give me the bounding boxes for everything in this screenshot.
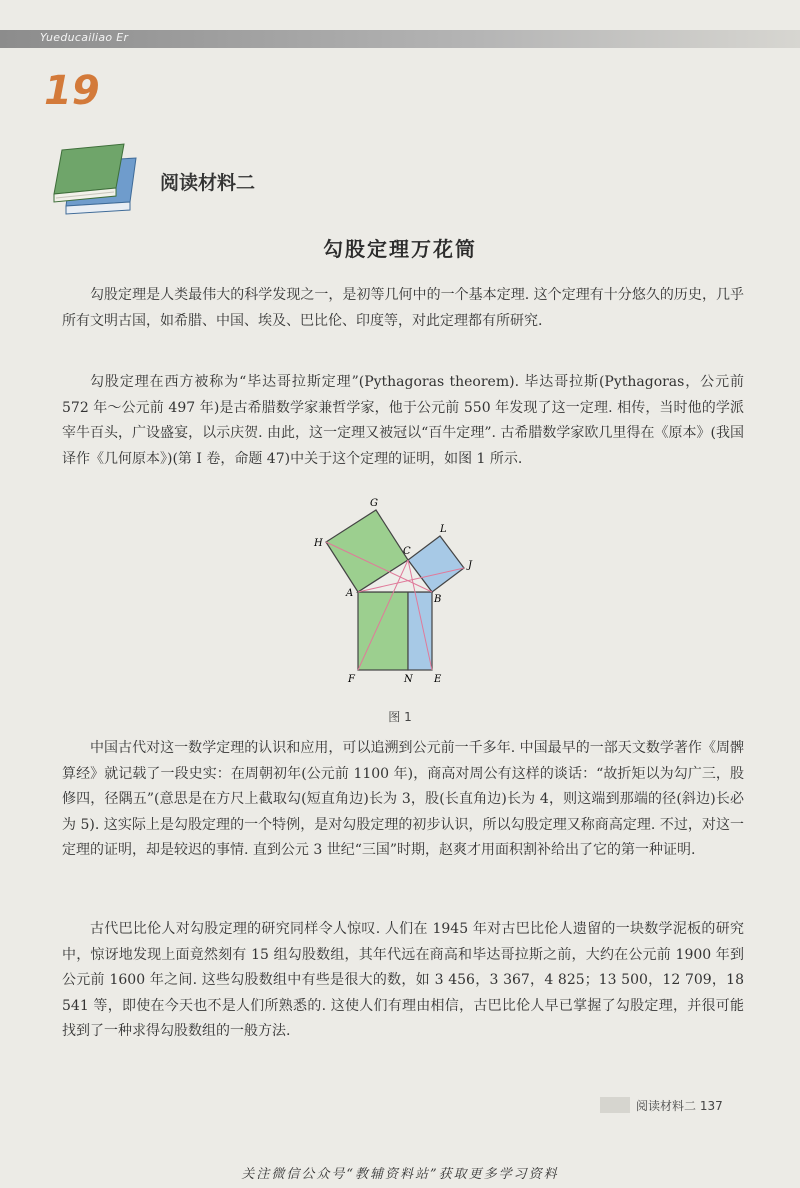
watermark-text: 关注微信公众号“教辅资料站”获取更多学习资料 <box>241 1167 559 1182</box>
chapter-number: 19 <box>44 68 100 114</box>
paragraph-4: 古代巴比伦人对勾股定理的研究同样令人惊叹. 人们在 1945 年对古巴比伦人遗留的一块数学泥板的研究中，惊讶地发现上面竟然刻有 15 组勾股数组，其年代远在商高和毕达哥拉斯之前，大约在公元前 1900 年到公元前 1600 年之间. 这些勾股数组中有些是很大的数，如 3 456，3 367，4 825；13 500，12 709，18 541 等，即使在今天也不是人们所熟悉的. 这使人们有理由相信，古巴比伦人早已掌握了勾股定理，并很可能找到了一种求得勾股数组的一般方法. <box>62 921 744 1039</box>
section-label: 阅读材料二 <box>160 172 256 194</box>
label-b: B <box>434 594 442 605</box>
footer-bar <box>600 1097 630 1113</box>
running-head: Yueducailiao Er <box>40 31 129 44</box>
square-green-left <box>358 592 408 670</box>
label-f: F <box>348 674 355 685</box>
pythagoras-figure <box>300 490 500 700</box>
article-title: 勾股定理万花筒 <box>323 237 477 261</box>
label-a: A <box>346 588 354 599</box>
figure-caption: 图 1 <box>388 710 412 724</box>
label-j: J <box>468 560 473 571</box>
label-l: L <box>440 524 447 535</box>
paragraph-2: 勾股定理在西方被称为“毕达哥拉斯定理”(Pythagoras theorem). 毕达哥拉斯(Pythagoras，公元前 572 年～公元前 497 年)是古希腊数学家兼哲学家，他于公元前 550 年发现了这一定理. 相传，当时他的学派宰牛百头，广设盛宴，以示庆贺. 由此，这一定理又被冠以“百牛定理”. 古希腊数学家欧几里得在《原本》(我国译作《几何原本》)(第 Ⅰ 卷，命题 47)中关于这个定理的证明，如图 1 所示. <box>62 374 744 467</box>
paragraph-1: 勾股定理是人类最伟大的科学发现之一，是初等几何中的一个基本定理. 这个定理有十分悠久的历史，几乎所有文明古国，如希腊、中国、埃及、巴比伦、印度等，对此定理都有所研究. <box>62 287 744 329</box>
label-c: C <box>403 546 411 557</box>
square-blue-right <box>408 592 432 670</box>
label-e: E <box>434 674 442 685</box>
label-g: G <box>370 498 378 509</box>
paragraph-3: 中国古代对这一数学定理的认识和应用，可以追溯到公元前一千多年. 中国最早的一部天文数学著作《周髀算经》就记载了一段史实：在周朝初年(公元前 1100 年)，商高对周公有这样的谈话：“故折矩以为勾广三，股修四，径隅五”(意思是在方尺上截取勾(短直角边)长为 3，股(长直角边)长为 4，则这端到那端的径(斜边)长必为 5). 这实际上是勾股定理的一个特例，是对勾股定理的初步认识，所以勾股定理又称商高定理. 不过，对这一定理的证明，却是较迟的事情. 直到公元 3 世纪“三国”时期，赵爽才用面积割补给出了它的第一种证明. <box>62 740 744 858</box>
footer-page-label: 阅读材料二 137 <box>636 1099 723 1113</box>
books-icon <box>50 140 150 220</box>
label-h: H <box>314 538 323 549</box>
label-n: N <box>404 674 413 685</box>
